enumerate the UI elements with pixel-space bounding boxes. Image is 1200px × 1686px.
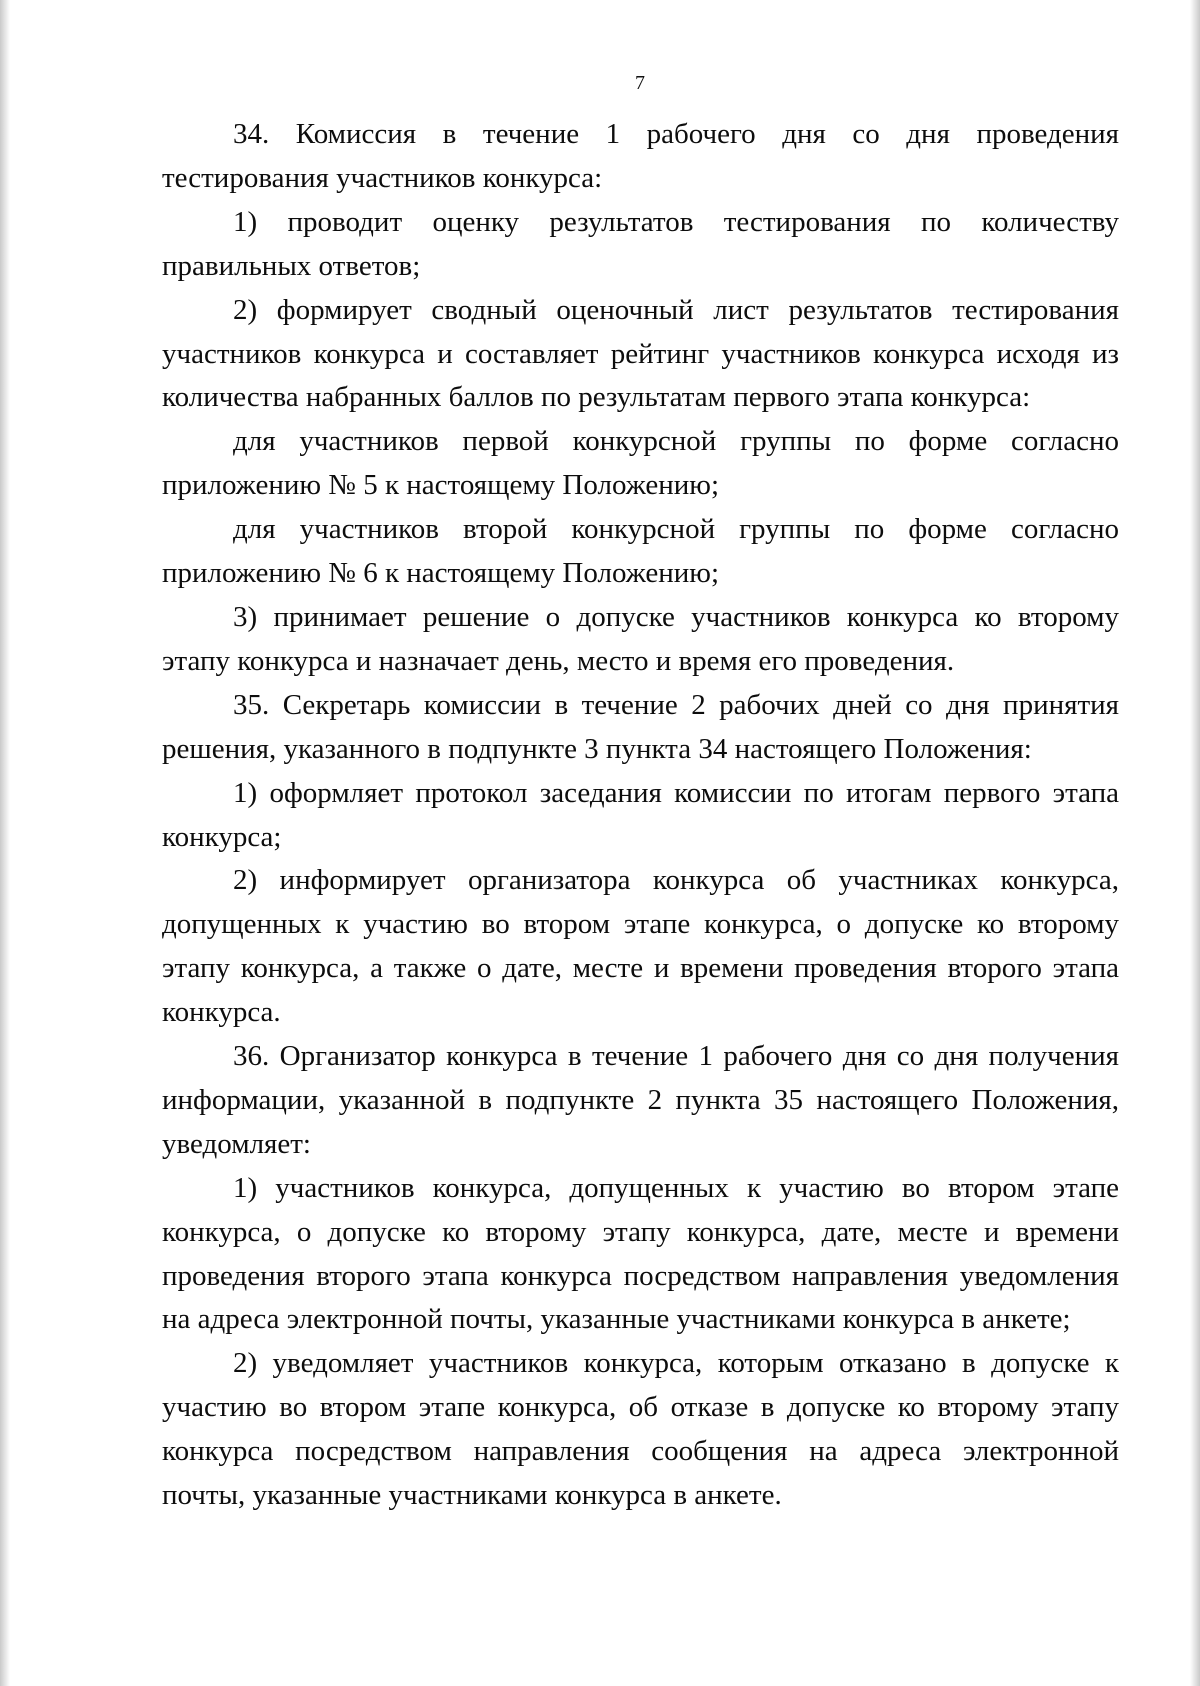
paragraph-36-item-1: 1) участников конкурса, допущенных к участию во втором этапе конкурса, о допуске ко второму этапу конкурса, дате, месте и времени проведения второго этапа конкурса посредством направления уведомления на адреса электронной почты, указанные участниками конкурса в анкете; — [162, 1171, 1119, 1336]
paragraph-34-group-1: для участников первой конкурсной группы по форме согласно приложению № 5 к настоящему Положению; — [162, 425, 1119, 502]
scan-edge-right — [1190, 0, 1200, 1686]
document-body — [162, 113, 1119, 1518]
paragraph-35-item-2: 2) информирует организатора конкурса об участниках конкурса, допущенных к участию во втором этапе конкурса, о допуске ко второму этапу конкурса, а также о дате, месте и времени проведения второго этапа конкурса. — [162, 864, 1119, 1029]
paragraph-34-item-3: 3) принимает решение о допуске участников конкурса ко второму этапу конкурса и назначает день, место и время его проведения. — [162, 600, 1119, 677]
paragraph-34-intro: 34. Комиссия в течение 1 рабочего дня со дня проведения тестирования участников конкурса: — [162, 118, 1119, 194]
paragraph-34-item-1: 1) проводит оценку результатов тестирования по количеству правильных ответов; — [162, 205, 1119, 282]
paragraph-35-intro: 35. Секретарь комиссии в течение 2 рабочих дней со дня принятия решения, указанного в подпункте 3 пункта 34 настоящего Положения: — [162, 688, 1119, 765]
paragraph-36-intro: 36. Организатор конкурса в течение 1 рабочего дня со дня получения информации, указанной в подпункте 2 пункта 35 настоящего Положения, уведомляет: — [162, 1040, 1119, 1160]
paragraph-34-item-2: 2) формирует сводный оценочный лист результатов тестирования участников конкурса и составляет рейтинг участников конкурса исходя из количества набранных баллов по результатам первого этапа конкурса: — [162, 293, 1119, 414]
paragraph-36-item-2: 2) уведомляет участников конкурса, которым отказано в допуске к участию во втором этапе конкурса, об отказе в допуске ко второму этапу конкурса посредством направления сообщения на адреса электронной почты, указанные участниками конкурса в анкете. — [162, 1347, 1119, 1512]
paragraph-35-item-1: 1) оформляет протокол заседания комиссии по итогам первого этапа конкурса; — [162, 776, 1119, 853]
page-number: 7 — [635, 72, 645, 94]
scan-edge-left — [0, 0, 10, 1686]
paragraph-34-group-2: для участников второй конкурсной группы по форме согласно приложению № 6 к настоящему Положению; — [162, 513, 1119, 590]
